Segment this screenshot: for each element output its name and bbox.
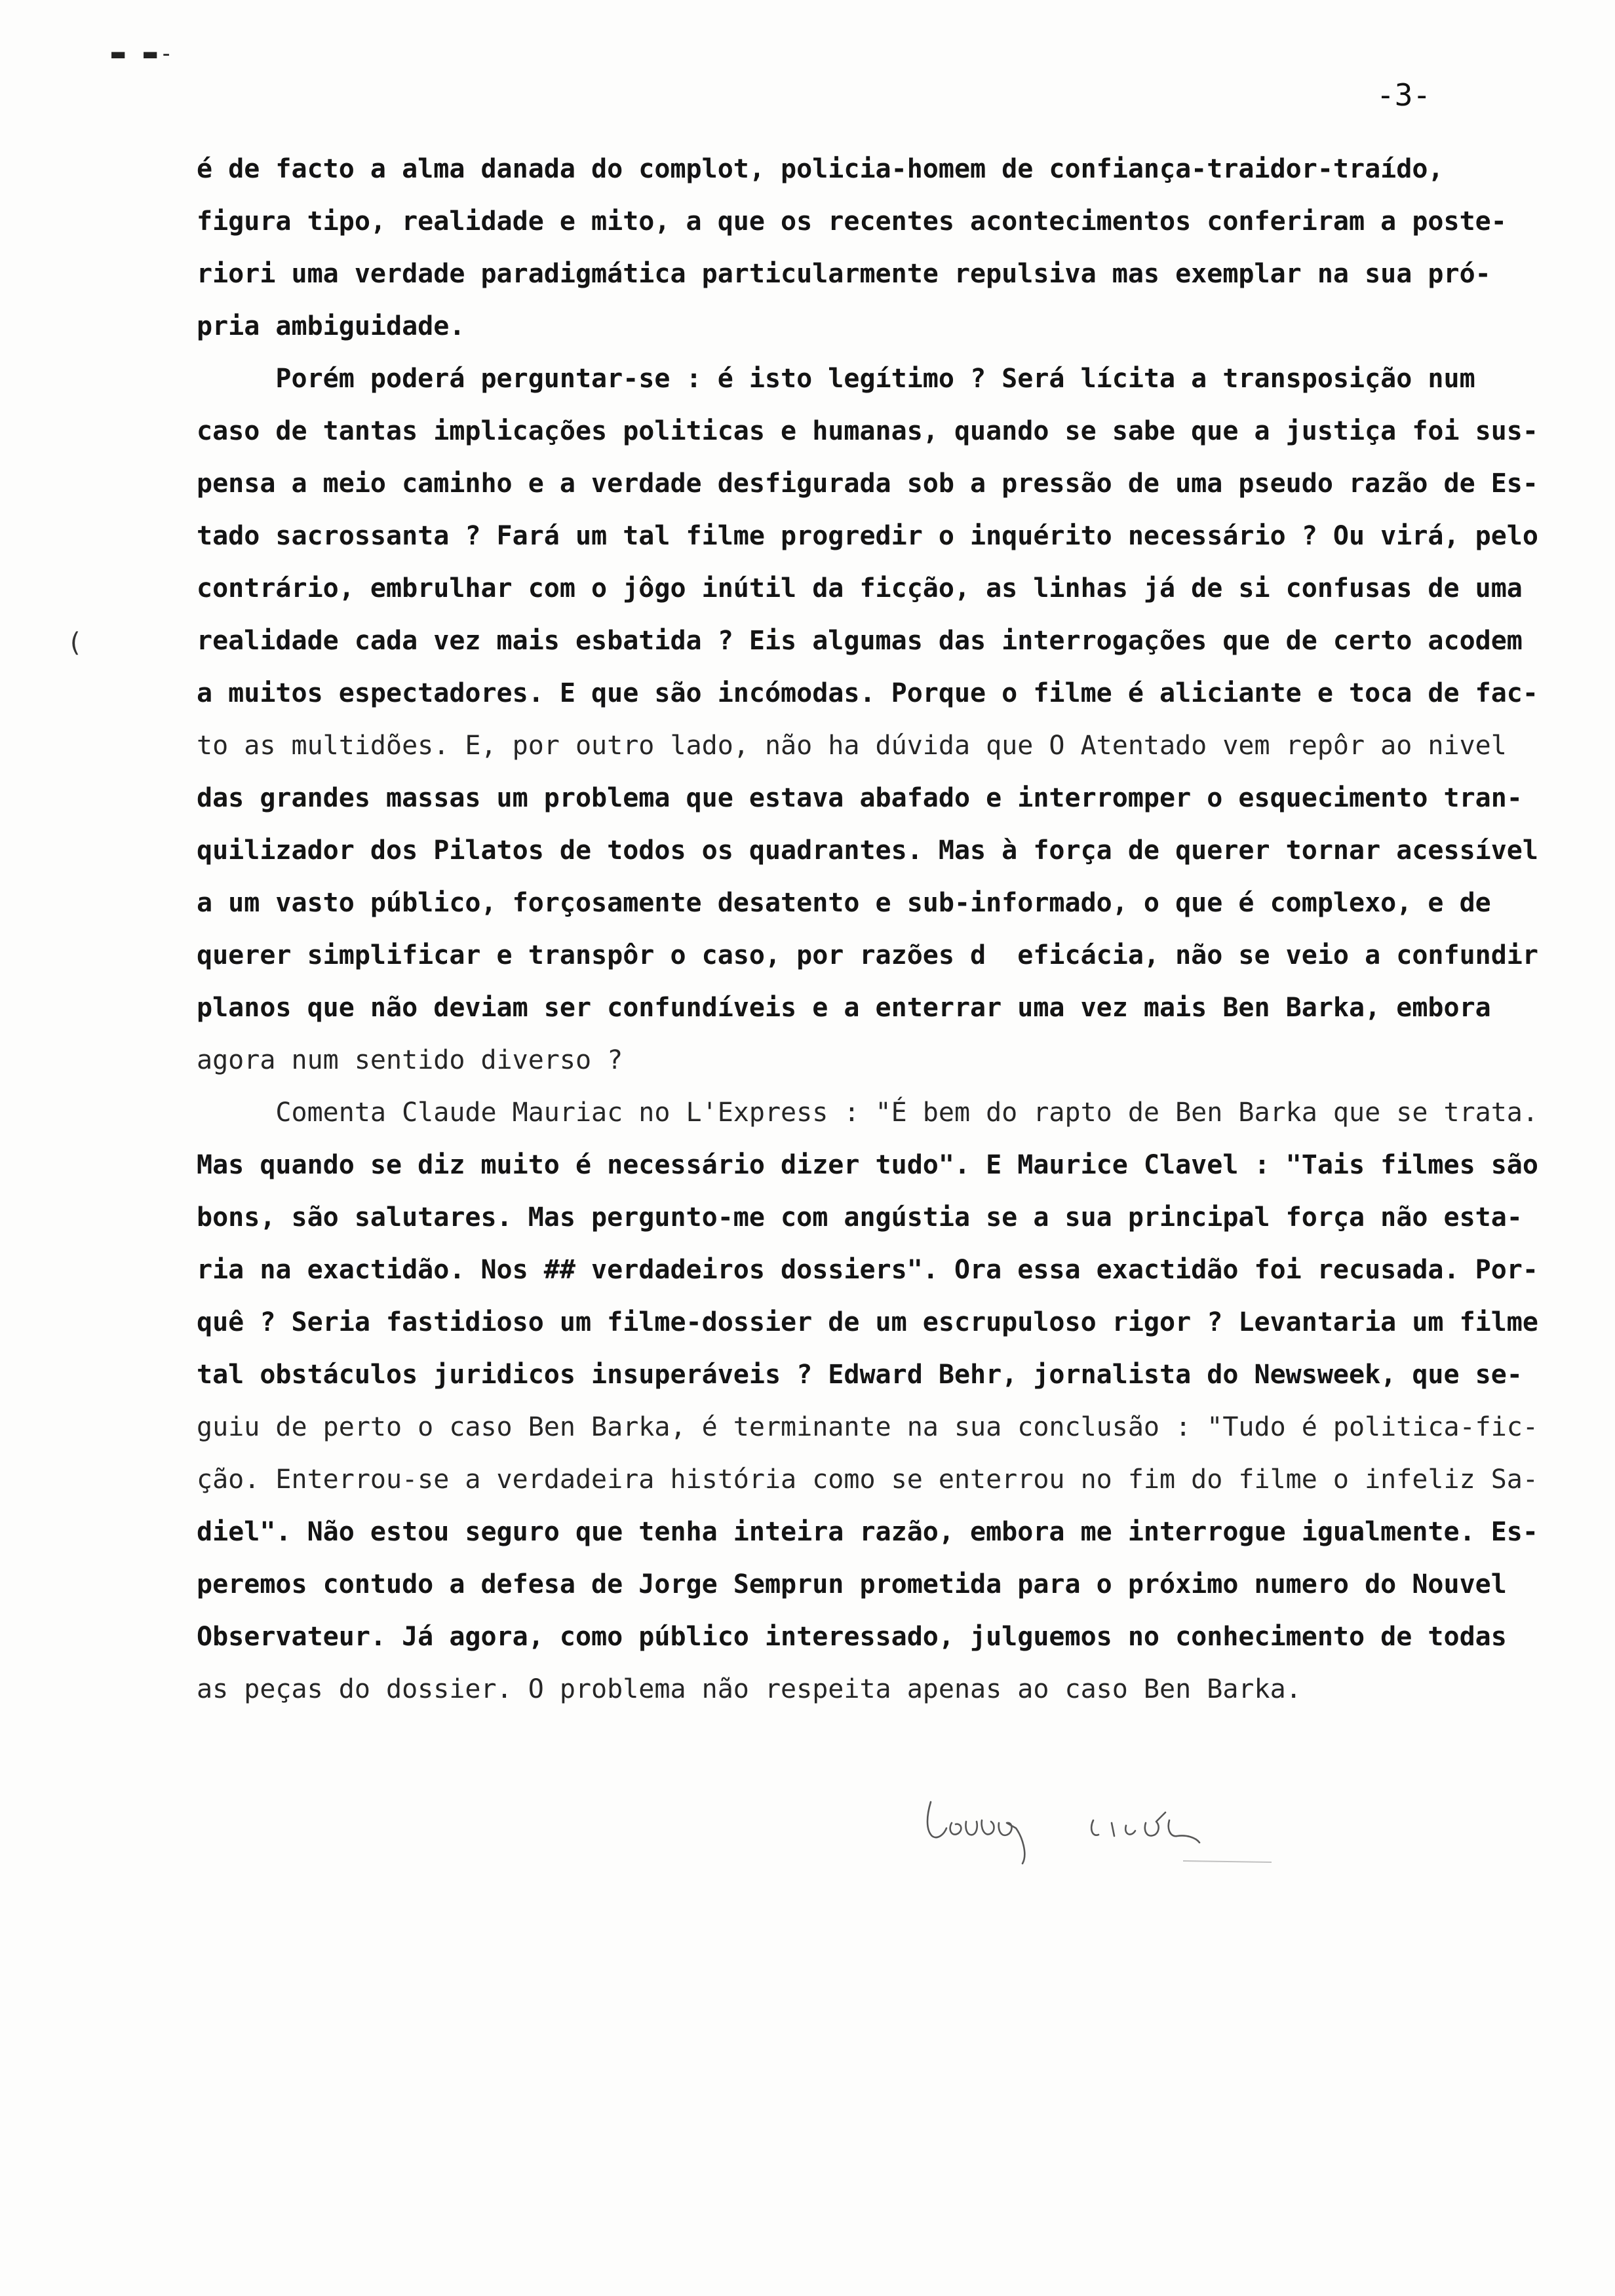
text-line: agora num sentido diverso ? bbox=[197, 1045, 623, 1075]
text-line: é de facto a alma danada do complot, policia-homem de confiança-traidor-traído, bbox=[197, 154, 1444, 184]
text-line: querer simplificar e transpôr o caso, por razões d eficácia, não se veio a confundir bbox=[197, 940, 1538, 970]
text-line: pria ambiguidade. bbox=[197, 311, 465, 341]
page-number: -3- bbox=[1376, 77, 1431, 113]
text-line: quê ? Seria fastidioso um filme-dossier de um escrupuloso rigor ? Levantaria um filme bbox=[197, 1307, 1538, 1337]
text-line: contrário, embrulhar com o jôgo inútil da ficção, as linhas já de si confusas de uma bbox=[197, 573, 1523, 603]
text-line: caso de tantas implicações politicas e humanas, quando se sabe que a justiça foi sus- bbox=[197, 416, 1538, 446]
corner-mark: ▬ ▬- bbox=[111, 41, 176, 67]
text-line: figura tipo, realidade e mito, a que os recentes acontecimentos conferiram a poste- bbox=[197, 206, 1507, 237]
handwritten-signature bbox=[918, 1782, 1285, 1874]
text-line: pensa a meio caminho e a verdade desfigurada sob a pressão de uma pseudo razão de Es- bbox=[197, 469, 1538, 499]
text-line: tal obstáculos juridicos insuperáveis ? Edward Behr, jornalista do Newsweek, que se- bbox=[197, 1360, 1523, 1390]
text-line: realidade cada vez mais esbatida ? Eis algumas das interrogações que de certo acodem bbox=[197, 626, 1523, 656]
text-line: Observateur. Já agora, como público interessado, julguemos no conhecimento de todas bbox=[197, 1622, 1507, 1652]
text-line: peremos contudo a defesa de Jorge Semprun prometida para o próximo numero do Nouvel bbox=[197, 1569, 1507, 1599]
text-line: das grandes massas um problema que estava abafado e interromper o esquecimento tran- bbox=[197, 783, 1523, 813]
text-line: as peças do dossier. O problema não respeita apenas ao caso Ben Barka. bbox=[197, 1674, 1302, 1704]
body-text bbox=[197, 143, 1538, 1715]
text-line: planos que não deviam ser confundíveis e a enterrar uma vez mais Ben Barka, embora bbox=[197, 993, 1491, 1023]
text-line: quilizador dos Pilatos de todos os quadrantes. Mas à força de querer tornar acessível bbox=[197, 835, 1538, 866]
text-line: guiu de perto o caso Ben Barka, é terminante na sua conclusão : "Tudo é politica-fic- bbox=[197, 1412, 1538, 1442]
text-line: a muitos espectadores. E que são incómodas. Porque o filme é aliciante e toca de fac- bbox=[197, 678, 1538, 708]
text-line: Comenta Claude Mauriac no L'Express : "É bem do rapto de Ben Barka que se trata. bbox=[197, 1098, 1538, 1128]
text-line: Porém poderá perguntar-se : é isto legítimo ? Será lícita a transposição num bbox=[197, 364, 1475, 394]
text-line: ria na exactidão. Nos ## verdadeiros dossiers". Ora essa exactidão foi recusada. Por- bbox=[197, 1255, 1538, 1285]
text-line: tado sacrossanta ? Fará um tal filme progredir o inquérito necessário ? Ou virá, pelo bbox=[197, 521, 1538, 551]
text-line: to as multidões. E, por outro lado, não ha dúvida que O Atentado vem repôr ao nivel bbox=[197, 731, 1507, 761]
text-line: a um vasto público, forçosamente desatento e sub-informado, o que é complexo, e de bbox=[197, 888, 1491, 918]
margin-mark: ( bbox=[67, 628, 83, 658]
text-line: riori uma verdade paradigmática particularmente repulsiva mas exemplar na sua pró- bbox=[197, 259, 1491, 289]
text-line: Mas quando se diz muito é necessário dizer tudo". E Maurice Clavel : "Tais filmes são bbox=[197, 1150, 1538, 1180]
text-line: bons, são salutares. Mas pergunto-me com angústia se a sua principal força não esta- bbox=[197, 1202, 1523, 1233]
text-line: diel". Não estou seguro que tenha inteira razão, embora me interrogue igualmente. Es- bbox=[197, 1517, 1538, 1547]
text-line: ção. Enterrou-se a verdadeira história como se enterrou no fim do filme o infeliz Sa- bbox=[197, 1464, 1538, 1495]
